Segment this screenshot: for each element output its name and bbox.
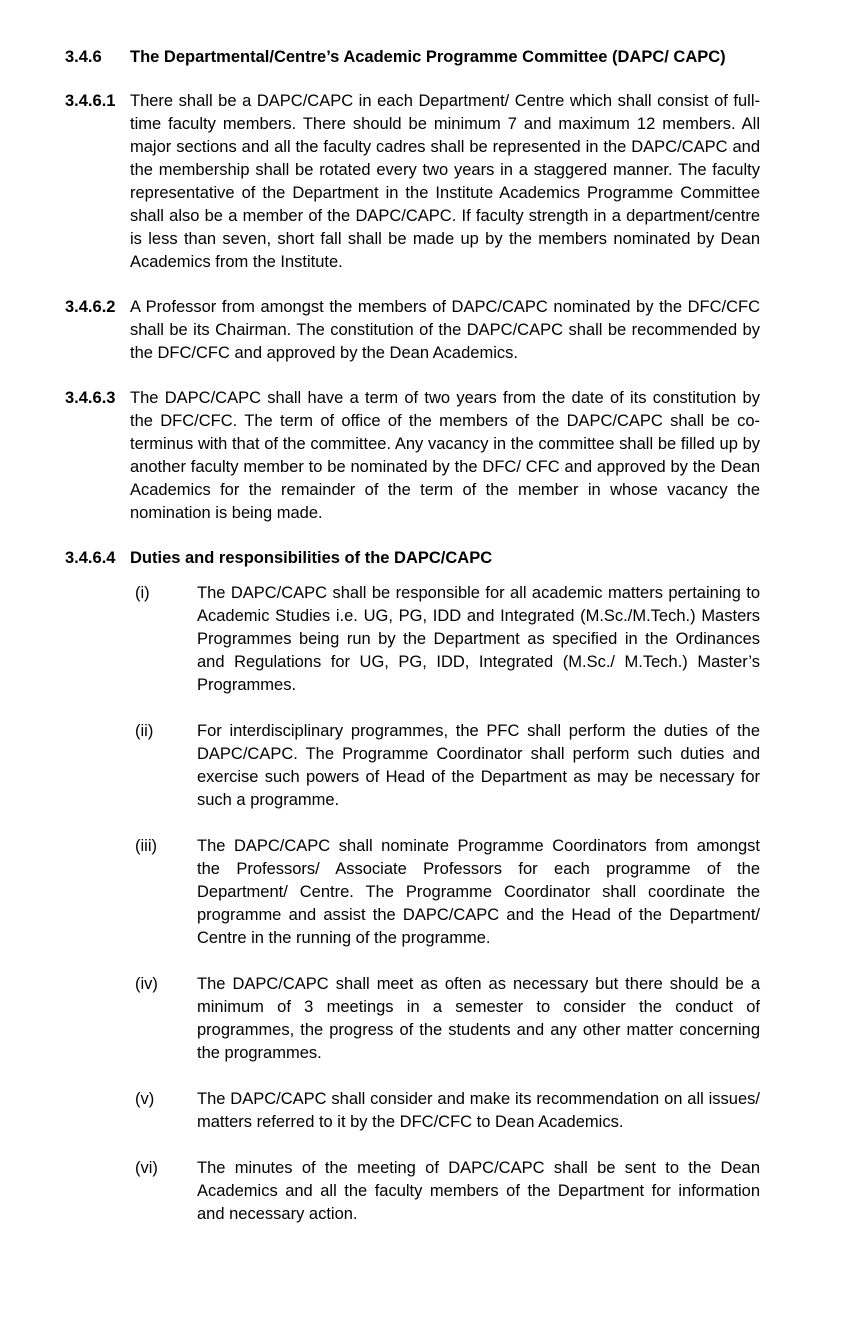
list-item-label: (vi) — [135, 1159, 158, 1177]
list-item-label: (i) — [135, 584, 150, 602]
section-3-4-6-1 — [65, 90, 760, 274]
section-paragraph: The DAPC/CAPC shall have a term of two years from the date of its constitution by the DFC/CFC. The term of office of the members of the DAPC/CAPC shall be co-terminus with that of the committee. Any vacancy in the committee shall be filled up by another faculty member to be nominated by the DFC/ CFC and approved by the Dean Academics for the remainder of the term of the member in whose vacancy the nomination is being made. — [130, 389, 760, 522]
list-item-label: (ii) — [135, 722, 154, 740]
list-item-label: (iii) — [135, 837, 157, 855]
list-item-iv — [135, 973, 760, 1065]
list-item-text: The DAPC/CAPC shall consider and make its recommendation on all issues/ matters referred to it by the DFC/CFC to Dean Academics. — [197, 1090, 760, 1131]
section-3-4-6-2 — [65, 296, 760, 365]
section-number: 3.4.6.1 — [65, 92, 116, 110]
list-item-label: (v) — [135, 1090, 155, 1108]
section-heading-3-4-6 — [65, 46, 760, 69]
section-number: 3.4.6.4 — [65, 549, 116, 567]
section-number: 3.4.6.2 — [65, 298, 116, 316]
section-3-4-6-4 — [65, 547, 760, 570]
list-item-text: The DAPC/CAPC shall be responsible for all academic matters pertaining to Academic Studies i.e. UG, PG, IDD and Integrated (M.Sc./M.Tech.) Masters Programmes being run by the Department as specified in the Ordinances and Regulations for UG, PG, IDD, Integrated (M.Sc./ M.Tech.) Master’s Programmes. — [197, 584, 760, 694]
list-item-text: The DAPC/CAPC shall meet as often as necessary but there should be a minimum of 3 meetings in a semester to consider the conduct of programmes, the progress of the students and any other matter concerning the programmes. — [197, 975, 760, 1062]
list-item-ii — [135, 720, 760, 812]
section-number: 3.4.6 — [65, 48, 102, 66]
list-item-text: The DAPC/CAPC shall nominate Programme Coordinators from amongst the Professors/ Associate Professors for each programme of the Department/ Centre. The Programme Coordinator shall coordinate the programme and assist the DAPC/CAPC and the Head of the Department/ Centre in the running of the programme. — [197, 837, 760, 947]
section-paragraph: There shall be a DAPC/CAPC in each Department/ Centre which shall consist of full-time faculty members. There should be minimum 7 and maximum 12 members. All major sections and all the faculty cadres shall be represented in the DAPC/CAPC and the membership shall be rotated every two years in a staggered manner. The faculty representative of the Department in the Institute Academics Programme Committee shall also be a member of the DAPC/CAPC. If faculty strength in a department/centre is less than seven, short fall shall be made up by the members nominated by Dean Academics from the Institute. — [130, 92, 760, 271]
section-heading-title: The Departmental/Centre’s Academic Programme Committee (DAPC/ CAPC) — [130, 48, 726, 66]
section-subheading-title: Duties and responsibilities of the DAPC/CAPC — [130, 549, 493, 567]
section-paragraph: A Professor from amongst the members of DAPC/CAPC nominated by the DFC/CFC shall be its Chairman. The constitution of the DAPC/CAPC shall be recommended by the DFC/CFC and approved by the Dean Academics. — [130, 298, 760, 362]
list-item-vi — [135, 1157, 760, 1226]
list-item-text: For interdisciplinary programmes, the PFC shall perform the duties of the DAPC/CAPC. The Programme Coordinator shall perform such duties and exercise such powers of Head of the Department as may be necessary for such a programme. — [197, 722, 760, 809]
list-item-text: The minutes of the meeting of DAPC/CAPC shall be sent to the Dean Academics and all the faculty members of the Department for information and necessary action. — [197, 1159, 760, 1223]
section-number: 3.4.6.3 — [65, 389, 116, 407]
list-item-v — [135, 1088, 760, 1134]
list-item-i — [135, 582, 760, 697]
section-3-4-6-3 — [65, 387, 760, 525]
list-item-iii — [135, 835, 760, 950]
list-item-label: (iv) — [135, 975, 158, 993]
